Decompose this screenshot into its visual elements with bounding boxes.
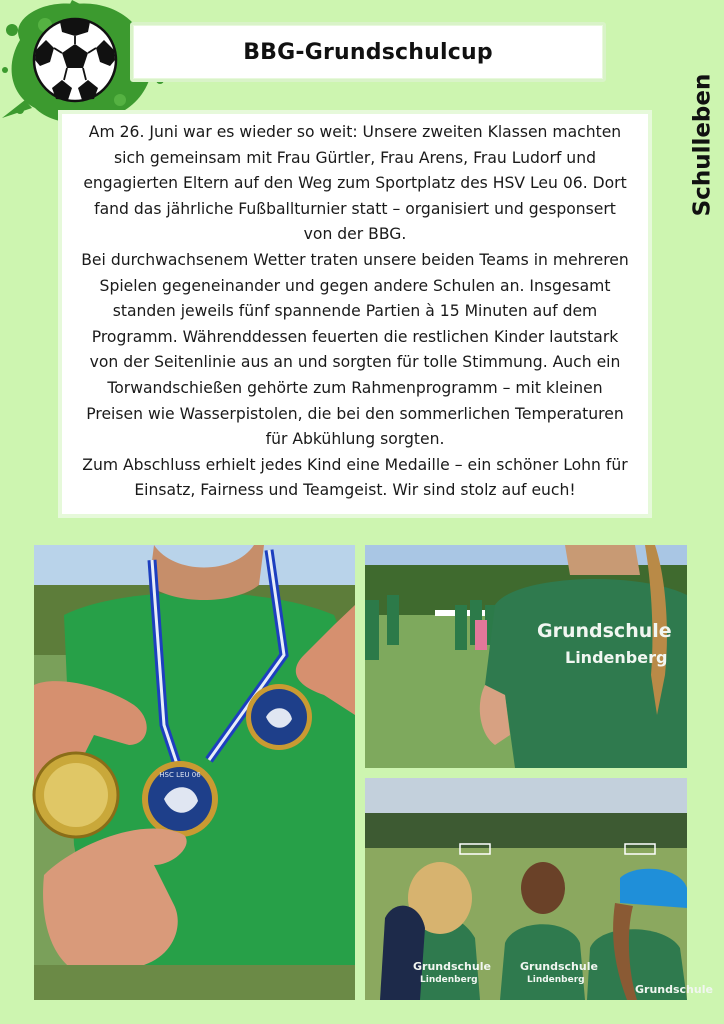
article-paragraph-3: Zum Abschluss erhielt jedes Kind eine Medaille – ein schöner Lohn für Einsatz, Fairness und Teamgeist. Wir sind stolz auf euch!	[82, 455, 628, 500]
sideline-shirt-1-line1: Grundschule	[413, 960, 491, 973]
shirt-text-line1: Grundschule	[537, 620, 672, 642]
shirt-text-line2: Lindenberg	[565, 648, 668, 667]
title-banner	[130, 22, 606, 82]
page-title: BBG-Grundschulcup	[243, 39, 493, 65]
article-paragraph-2: Bei durchwachsenem Wetter traten unsere beiden Teams in mehreren Spielen gegeneinander und gegen andere Schulen an. Insgesamt standen jeweils fünf spannende Partien à 15 Minuten auf dem Programm. Währenddessen feuerten die restlichen Kinder lautstark von der Seitenlinie aus an und sorgten für tolle Stimmung. Auch ein Torwandschießen gehörte zum Rahmenprogramm – mit kleinen Preisen wie Wasserpistolen, die bei den sommerlichen Temperaturen für Abkühlung sorgten.	[81, 250, 629, 449]
photo-medals	[34, 545, 355, 1000]
photo-sideline	[365, 778, 713, 1000]
medal-text: HSC LEU 06	[159, 771, 201, 779]
section-label-text: Schulleben	[689, 73, 716, 217]
sideline-shirt-2-line1: Grundschule	[520, 960, 598, 973]
article-paragraph-1: Am 26. Juni war es wieder so weit: Unsere zweiten Klassen machten sich gemeinsam mit Frau Gürtler, Frau Arens, Frau Ludorf und engagierten Eltern auf den Weg zum Sportplatz des HSV Leu 06. Dort fand das jährliche Fußballturnier statt – organisiert und gesponsert von der BBG.	[83, 123, 627, 244]
sideline-shirt-3-line1: Grundschule	[635, 983, 713, 996]
section-label	[680, 60, 724, 230]
sideline-shirt-1-line2: Lindenberg	[420, 975, 478, 985]
photo-shirt-back	[365, 545, 687, 768]
article-box	[58, 110, 652, 518]
sideline-shirt-2-line2: Lindenberg	[527, 975, 585, 985]
